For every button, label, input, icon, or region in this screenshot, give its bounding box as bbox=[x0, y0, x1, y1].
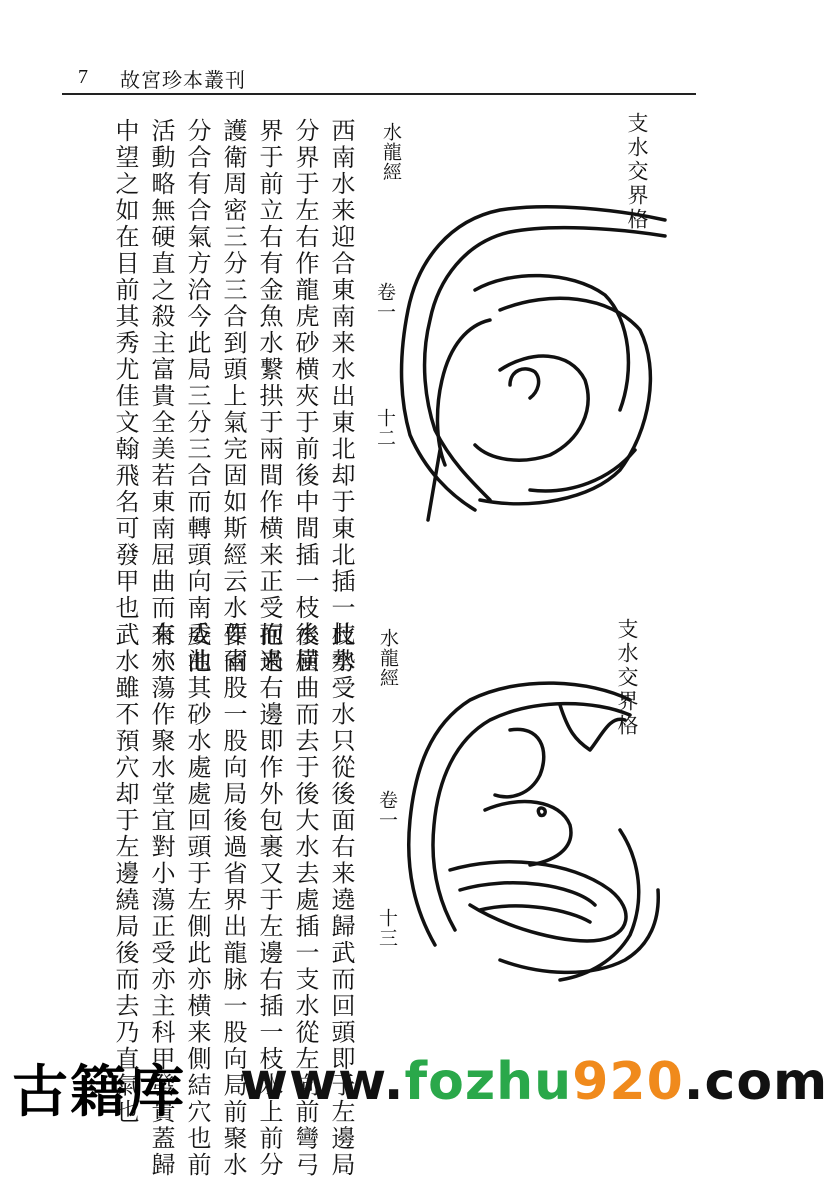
top-text-column: 中望之如在目前其秀尤佳文翰飛名可發甲也 bbox=[111, 118, 139, 622]
watermark-url-green: fozhu bbox=[404, 1052, 573, 1112]
top-page-label: 十二 bbox=[374, 408, 396, 448]
watermark-footer bbox=[0, 1040, 828, 1125]
bottom-text-column: 後屈曲而去于後大水去處插一支水從左向前彎弓 bbox=[291, 622, 319, 1179]
top-text-column: 活動略無硬直之殺主富貴全美若東南屈曲而来穴 bbox=[147, 118, 175, 675]
top-text-column: 分界于左右作龍虎砂横夾于前後中間插一枝水横 bbox=[291, 118, 319, 675]
bottom-page-label: 十三 bbox=[376, 908, 398, 948]
header-rule bbox=[62, 93, 696, 95]
watermark-url bbox=[240, 1052, 828, 1112]
bottom-volume-label: 卷一 bbox=[376, 790, 398, 830]
bottom-text-column: 此勢受水只從後面右来遶歸武而回頭即于左邊局 bbox=[327, 622, 355, 1179]
top-text-column: 護衛周密三分三合到頭上氣完固如斯經云水要省 bbox=[219, 118, 247, 675]
watermark-url-prefix: www. bbox=[240, 1052, 405, 1112]
top-text-column: 西南水来迎合東南来水出東北却于東北插一枝水 bbox=[327, 118, 355, 675]
top-water-map-diagram bbox=[380, 200, 680, 530]
top-figure-title: 支水交界格 bbox=[625, 112, 649, 232]
bottom-book-label: 水龍經 bbox=[377, 628, 399, 688]
top-text-column: 分合有合氣方洽今此局三分三合而轉頭向南委曲 bbox=[183, 118, 211, 675]
bottom-figure-title: 支水交界格 bbox=[615, 618, 639, 738]
top-book-label: 水龍經 bbox=[380, 122, 402, 182]
bottom-text-column: 武水雖不預穴却于左邊繞局後而去乃直氣也 bbox=[111, 622, 139, 1126]
series-title: 故宮珍本叢刊 bbox=[120, 68, 246, 92]
bottom-water-map-diagram bbox=[390, 660, 680, 1000]
top-volume-label: 卷一 bbox=[374, 282, 396, 322]
page-header bbox=[0, 0, 759, 100]
page-number: 7 bbox=[78, 66, 88, 88]
top-text-column: 界于前立右有金魚水繋拱于兩間作横来正受而来 bbox=[255, 118, 283, 675]
watermark-site-name: 古籍库 bbox=[12, 1060, 186, 1125]
bottom-text-column: 作兩股一股向局後過省界出龍脉一股向局前聚水 bbox=[219, 622, 247, 1179]
bottom-text-column: 成池其砂水處處回頭于左側此亦横来側結穴也前 bbox=[183, 622, 211, 1179]
watermark-url-suffix: .com bbox=[683, 1052, 828, 1112]
bottom-text-column: 抱過右邊即作外包裹又于左邊右插一枝水上前分 bbox=[255, 622, 283, 1179]
watermark-url-orange: 920 bbox=[572, 1052, 684, 1112]
bottom-text-column: 有小蕩作聚水堂宜對小蕩正受亦主科甲發貴蓋歸 bbox=[147, 622, 175, 1179]
